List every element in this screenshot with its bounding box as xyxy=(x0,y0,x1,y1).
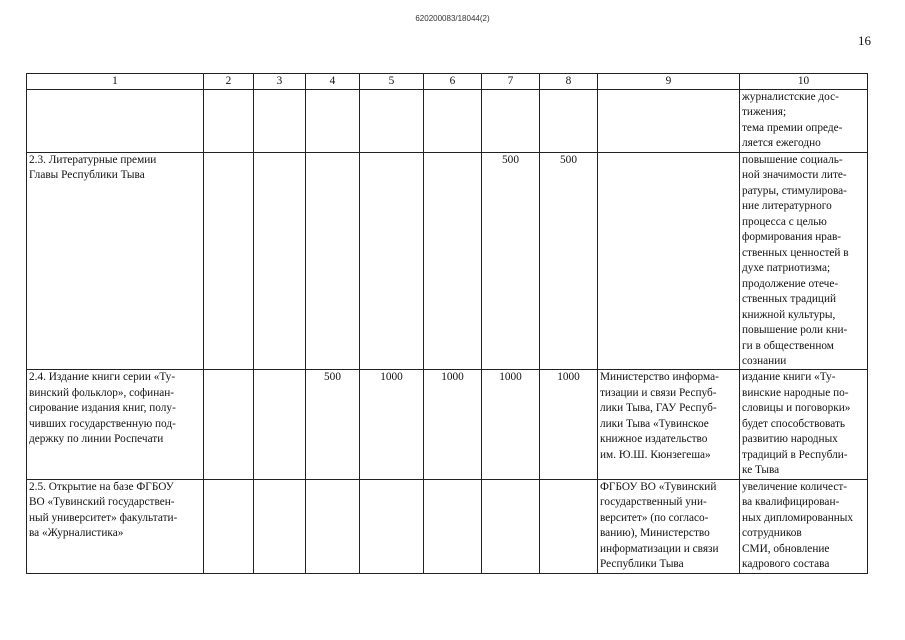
result-cell: увеличение количест- ва квалифицирован- ных дипломированных сотрудников СМИ, обновление кадрового состава xyxy=(740,479,868,573)
column-header: 5 xyxy=(360,74,424,90)
value-cell: 1000 xyxy=(424,370,482,479)
column-header: 2 xyxy=(204,74,254,90)
result-cell: журналистские дос- тижения; тема премии опреде- ляется ежегодно xyxy=(740,90,868,153)
value-cell xyxy=(306,90,360,153)
value-cell xyxy=(204,90,254,153)
event-cell: 2.3. Литературные премии Главы Республики Тыва xyxy=(27,152,204,370)
value-cell: 1000 xyxy=(360,370,424,479)
column-header: 3 xyxy=(254,74,306,90)
page-number: 16 xyxy=(858,33,871,48)
value-cell xyxy=(254,152,306,370)
value-cell xyxy=(204,479,254,573)
value-cell xyxy=(360,152,424,370)
value-cell xyxy=(540,90,598,153)
value-cell xyxy=(306,152,360,370)
value-cell: 500 xyxy=(306,370,360,479)
table-row xyxy=(27,152,868,370)
document-id: 620200083/18044(2) xyxy=(415,14,490,23)
value-cell: 500 xyxy=(482,152,540,370)
column-number-row xyxy=(27,74,868,90)
value-cell xyxy=(254,479,306,573)
value-cell xyxy=(204,370,254,479)
event-cell: 2.5. Открытие на базе ФГБОУ ВО «Тувинский государствен- ный университет» факультати- ва «Журналистика» xyxy=(27,479,204,573)
column-header: 4 xyxy=(306,74,360,90)
value-cell xyxy=(482,90,540,153)
table-row xyxy=(27,479,868,573)
table-row xyxy=(27,90,868,153)
value-cell xyxy=(424,90,482,153)
column-header: 6 xyxy=(424,74,482,90)
column-header: 10 xyxy=(740,74,868,90)
column-header: 7 xyxy=(482,74,540,90)
value-cell xyxy=(254,90,306,153)
value-cell xyxy=(360,479,424,573)
value-cell xyxy=(482,479,540,573)
value-cell: 1000 xyxy=(482,370,540,479)
value-cell xyxy=(360,90,424,153)
table-row xyxy=(27,370,868,479)
column-header: 1 xyxy=(27,74,204,90)
column-header: 9 xyxy=(598,74,740,90)
executor-cell: Министерство информа- тизации и связи Респуб- лики Тыва, ГАУ Респуб- лики Тыва «Тувинское книжное издательство им. Ю.Ш. Кюнзегеша» xyxy=(598,370,740,479)
value-cell xyxy=(204,152,254,370)
event-cell xyxy=(27,90,204,153)
value-cell: 1000 xyxy=(540,370,598,479)
executor-cell: ФГБОУ ВО «Тувинский государственный уни- верситет» (по согласо- ванию), Министерство информатизации и связи Республики Тыва xyxy=(598,479,740,573)
result-cell: издание книги «Ту- винские народные по- словицы и поговорки» будет способствовать развитию народных традиций в Республи- ке Тыва xyxy=(740,370,868,479)
column-header: 8 xyxy=(540,74,598,90)
result-cell: повышение социаль- ной значимости лите- ратуры, стимулирова- ние литературного процесса с целью формирования нрав- ственных ценностей в духе патриотизма; продолжение отече- ственных традиций книжной культуры, повышение роли кни- ги в общественном сознании xyxy=(740,152,868,370)
executor-cell xyxy=(598,90,740,153)
value-cell xyxy=(424,479,482,573)
event-cell: 2.4. Издание книги серии «Ту- винский фольклор», софинан- сирование издания книг, полу- чивших государственную под- держку по линии Роспечати xyxy=(27,370,204,479)
executor-cell xyxy=(598,152,740,370)
value-cell xyxy=(424,152,482,370)
value-cell xyxy=(254,370,306,479)
value-cell xyxy=(306,479,360,573)
program-table xyxy=(26,73,868,574)
value-cell xyxy=(540,479,598,573)
value-cell: 500 xyxy=(540,152,598,370)
